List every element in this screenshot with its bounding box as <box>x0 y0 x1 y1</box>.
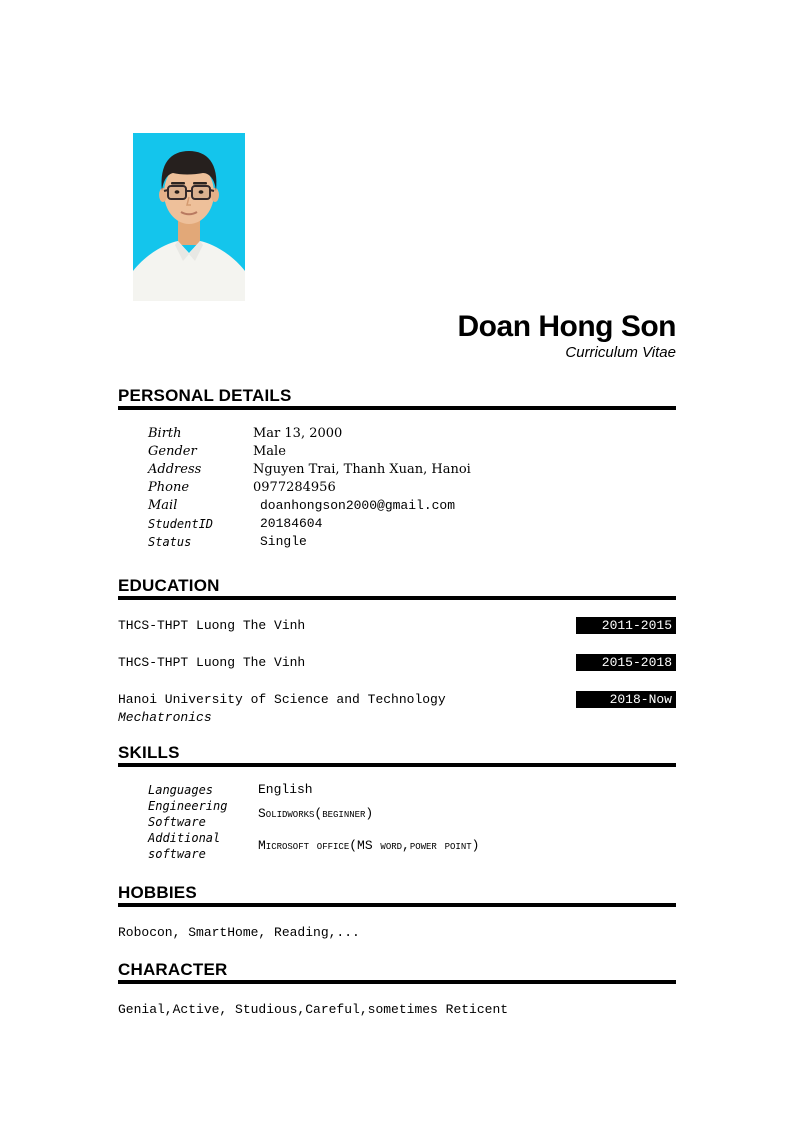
skill-row-languages <box>148 782 676 798</box>
hobbies-heading: HOBBIES <box>118 883 676 907</box>
detail-label: Address <box>148 462 202 477</box>
education-major: Mechatronics <box>118 710 212 725</box>
detail-value: 20184604 <box>260 516 323 531</box>
section-skills <box>118 743 676 862</box>
name-block <box>458 310 676 362</box>
skill-row-engineering-software <box>148 798 676 830</box>
period-badge: 2015-2018 <box>576 654 676 671</box>
education-entry <box>118 654 676 671</box>
period-badge: 2011-2015 <box>576 617 676 634</box>
detail-row-address <box>148 461 676 479</box>
character-heading: CHARACTER <box>118 960 676 984</box>
detail-value: Male <box>253 444 286 459</box>
detail-value: Mar 13, 2000 <box>253 426 343 441</box>
education-entry <box>118 617 676 634</box>
section-personal-details <box>118 386 676 551</box>
detail-label: Phone <box>148 480 190 495</box>
detail-value: doanhongson2000@gmail.com <box>260 498 456 513</box>
section-education <box>118 576 676 726</box>
section-character <box>118 960 676 1018</box>
detail-label: Mail <box>148 498 178 513</box>
skills-table <box>148 782 676 862</box>
detail-label: Status <box>148 535 192 549</box>
education-entry <box>118 691 676 708</box>
skill-label: Languages <box>148 783 214 797</box>
detail-label: StudentID <box>148 517 214 531</box>
portrait-illustration <box>133 133 245 301</box>
detail-row-mail <box>148 497 676 515</box>
school-name: THCS-THPT Luong The Vinh <box>118 618 306 633</box>
hobbies-text: Robocon, SmartHome, Reading,... <box>118 925 360 940</box>
detail-row-status <box>148 533 676 551</box>
detail-label: Birth <box>148 426 182 441</box>
person-name: Doan Hong Son <box>457 310 676 343</box>
skill-value: English <box>258 782 313 797</box>
detail-row-phone <box>148 479 676 497</box>
portrait-photo <box>133 133 245 301</box>
cv-subtitle: Curriculum Vitae <box>565 344 676 361</box>
personal-details-table <box>148 425 676 551</box>
detail-row-birth <box>148 425 676 443</box>
detail-label: Gender <box>148 444 197 459</box>
skill-value: Microsoft office(MS word,power point) <box>258 838 480 853</box>
education-heading: EDUCATION <box>118 576 676 600</box>
section-hobbies <box>118 883 676 941</box>
skill-value: Solidworks(beginner) <box>258 806 374 821</box>
school-name: THCS-THPT Luong The Vinh <box>118 655 306 670</box>
skills-heading: SKILLS <box>118 743 676 767</box>
skill-label: Engineering Software <box>148 799 228 829</box>
character-text: Genial,Active, Studious,Careful,sometimes Reticent <box>118 1002 509 1017</box>
detail-row-studentid <box>148 515 676 533</box>
school-name: Hanoi University of Science and Technology <box>118 692 446 707</box>
detail-value: Single <box>260 534 307 549</box>
detail-row-gender <box>148 443 676 461</box>
skill-label: Additional software <box>148 831 221 861</box>
period-badge: 2018-Now <box>576 691 676 708</box>
detail-value: Nguyen Trai, Thanh Xuan, Hanoi <box>253 462 471 477</box>
skill-row-additional-software <box>148 830 676 862</box>
detail-value: 0977284956 <box>253 480 336 495</box>
personal-details-heading: PERSONAL DETAILS <box>118 386 676 410</box>
